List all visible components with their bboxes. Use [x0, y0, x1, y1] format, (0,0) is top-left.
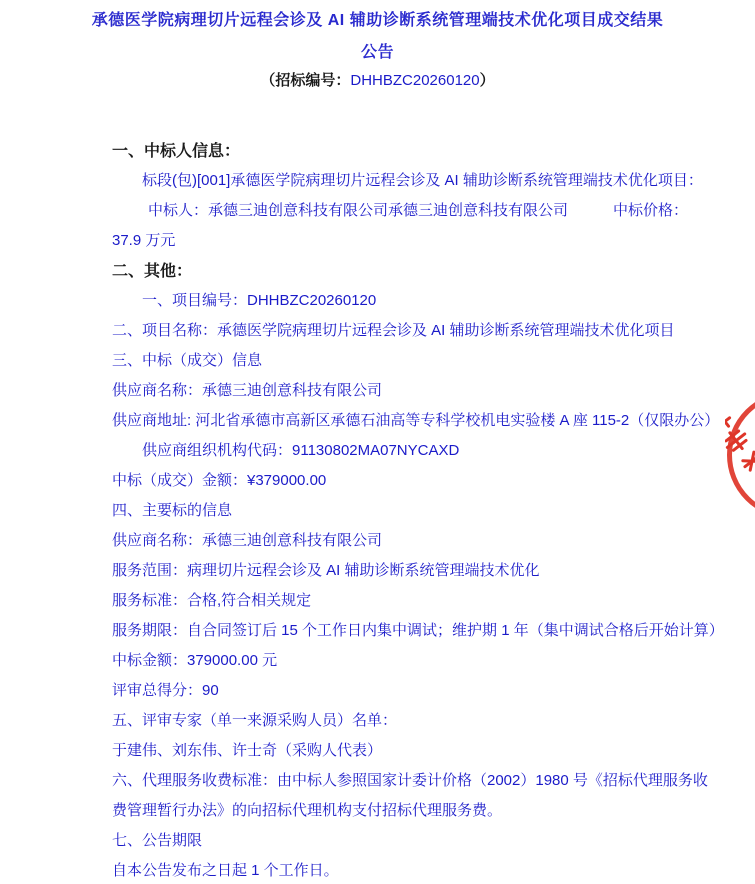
- paragraph-line: 37.9 万元: [112, 231, 176, 249]
- paragraph-line: 一、项目编号：DHHBZC20260120: [142, 291, 377, 309]
- paragraph-line: 服务期限：自合同签订后 15 个工作日内集中调试；维护期 1 年（集中调试合格后开始计算）: [112, 621, 724, 639]
- paragraph-line: 供应商组织机构代码：91130802MA07NYCAXD: [142, 441, 460, 459]
- paragraph-line: 服务范围：病理切片远程会诊及 AI 辅助诊断系统管理端技术优化: [112, 561, 540, 579]
- page-title-line2: 公告: [360, 44, 394, 61]
- paragraph-line: 自本公告发布之日起 1 个工作日。: [112, 861, 339, 879]
- paragraph-line: 三、中标（成交）信息: [112, 351, 263, 369]
- paragraph-line: 中标金额：379000.00 元: [112, 651, 278, 669]
- bid-number-line: [0, 70, 755, 92]
- paragraph-line: 服务标准：合格,符合相关规定: [112, 591, 312, 609]
- paragraph-line: 标段(包)[001]承德医学院病理切片远程会诊及 AI 辅助诊断系统管理端技术优化项目：: [142, 171, 703, 189]
- paragraph-line: 于建伟、刘东伟、许士奇（采购人代表）: [112, 741, 383, 759]
- document-header: [0, 10, 755, 92]
- paragraph-line: 费管理暂行办法》的向招标代理机构支付招标代理服务费。: [112, 801, 503, 819]
- paragraph-line: 供应商名称：承德三迪创意科技有限公司: [112, 531, 383, 549]
- paragraph-line: 四、主要标的信息: [112, 501, 233, 519]
- bid-number-prefix: （招标编号：: [260, 72, 351, 89]
- paragraph-line: 供应商地址: 河北省承德市高新区承德石油高等专科学校机电实验楼 A 座 115-2（仅限办公）: [112, 411, 720, 429]
- document-body: [112, 134, 724, 884]
- paragraph-line: 评审总得分：90: [112, 681, 219, 699]
- paragraph-line: 五、评审专家（单一来源采购人员）名单：: [112, 711, 398, 729]
- bid-number-suffix: ）: [479, 72, 495, 89]
- section-heading: 二、其他：: [112, 262, 193, 280]
- paragraph-line: 七、公告期限: [112, 831, 203, 849]
- paragraph-line: 二、项目名称：承德医学院病理切片远程会诊及 AI 辅助诊断系统管理端技术优化项目: [112, 321, 675, 339]
- paragraph-line: 中标人：承德三迪创意科技有限公司承德三迪创意科技有限公司 中标价格：: [148, 201, 689, 219]
- paragraph-line: 六、代理服务收费标准：由中标人参照国家计委计价格（2002）1980 号《招标代理服务收: [112, 771, 708, 789]
- bid-number-value: DHHBZC20260120: [350, 72, 480, 89]
- paragraph-line: 供应商名称：承德三迪创意科技有限公司: [112, 381, 383, 399]
- paragraph-line: 中标（成交）金额：¥379000.00: [112, 471, 327, 489]
- section-heading: 一、中标人信息：: [112, 142, 241, 160]
- red-seal-glyphs-icon: [725, 404, 755, 494]
- page-title-line1: 承德医学院病理切片远程会诊及 AI 辅助诊断系统管理端技术优化项目成交结果: [91, 12, 664, 29]
